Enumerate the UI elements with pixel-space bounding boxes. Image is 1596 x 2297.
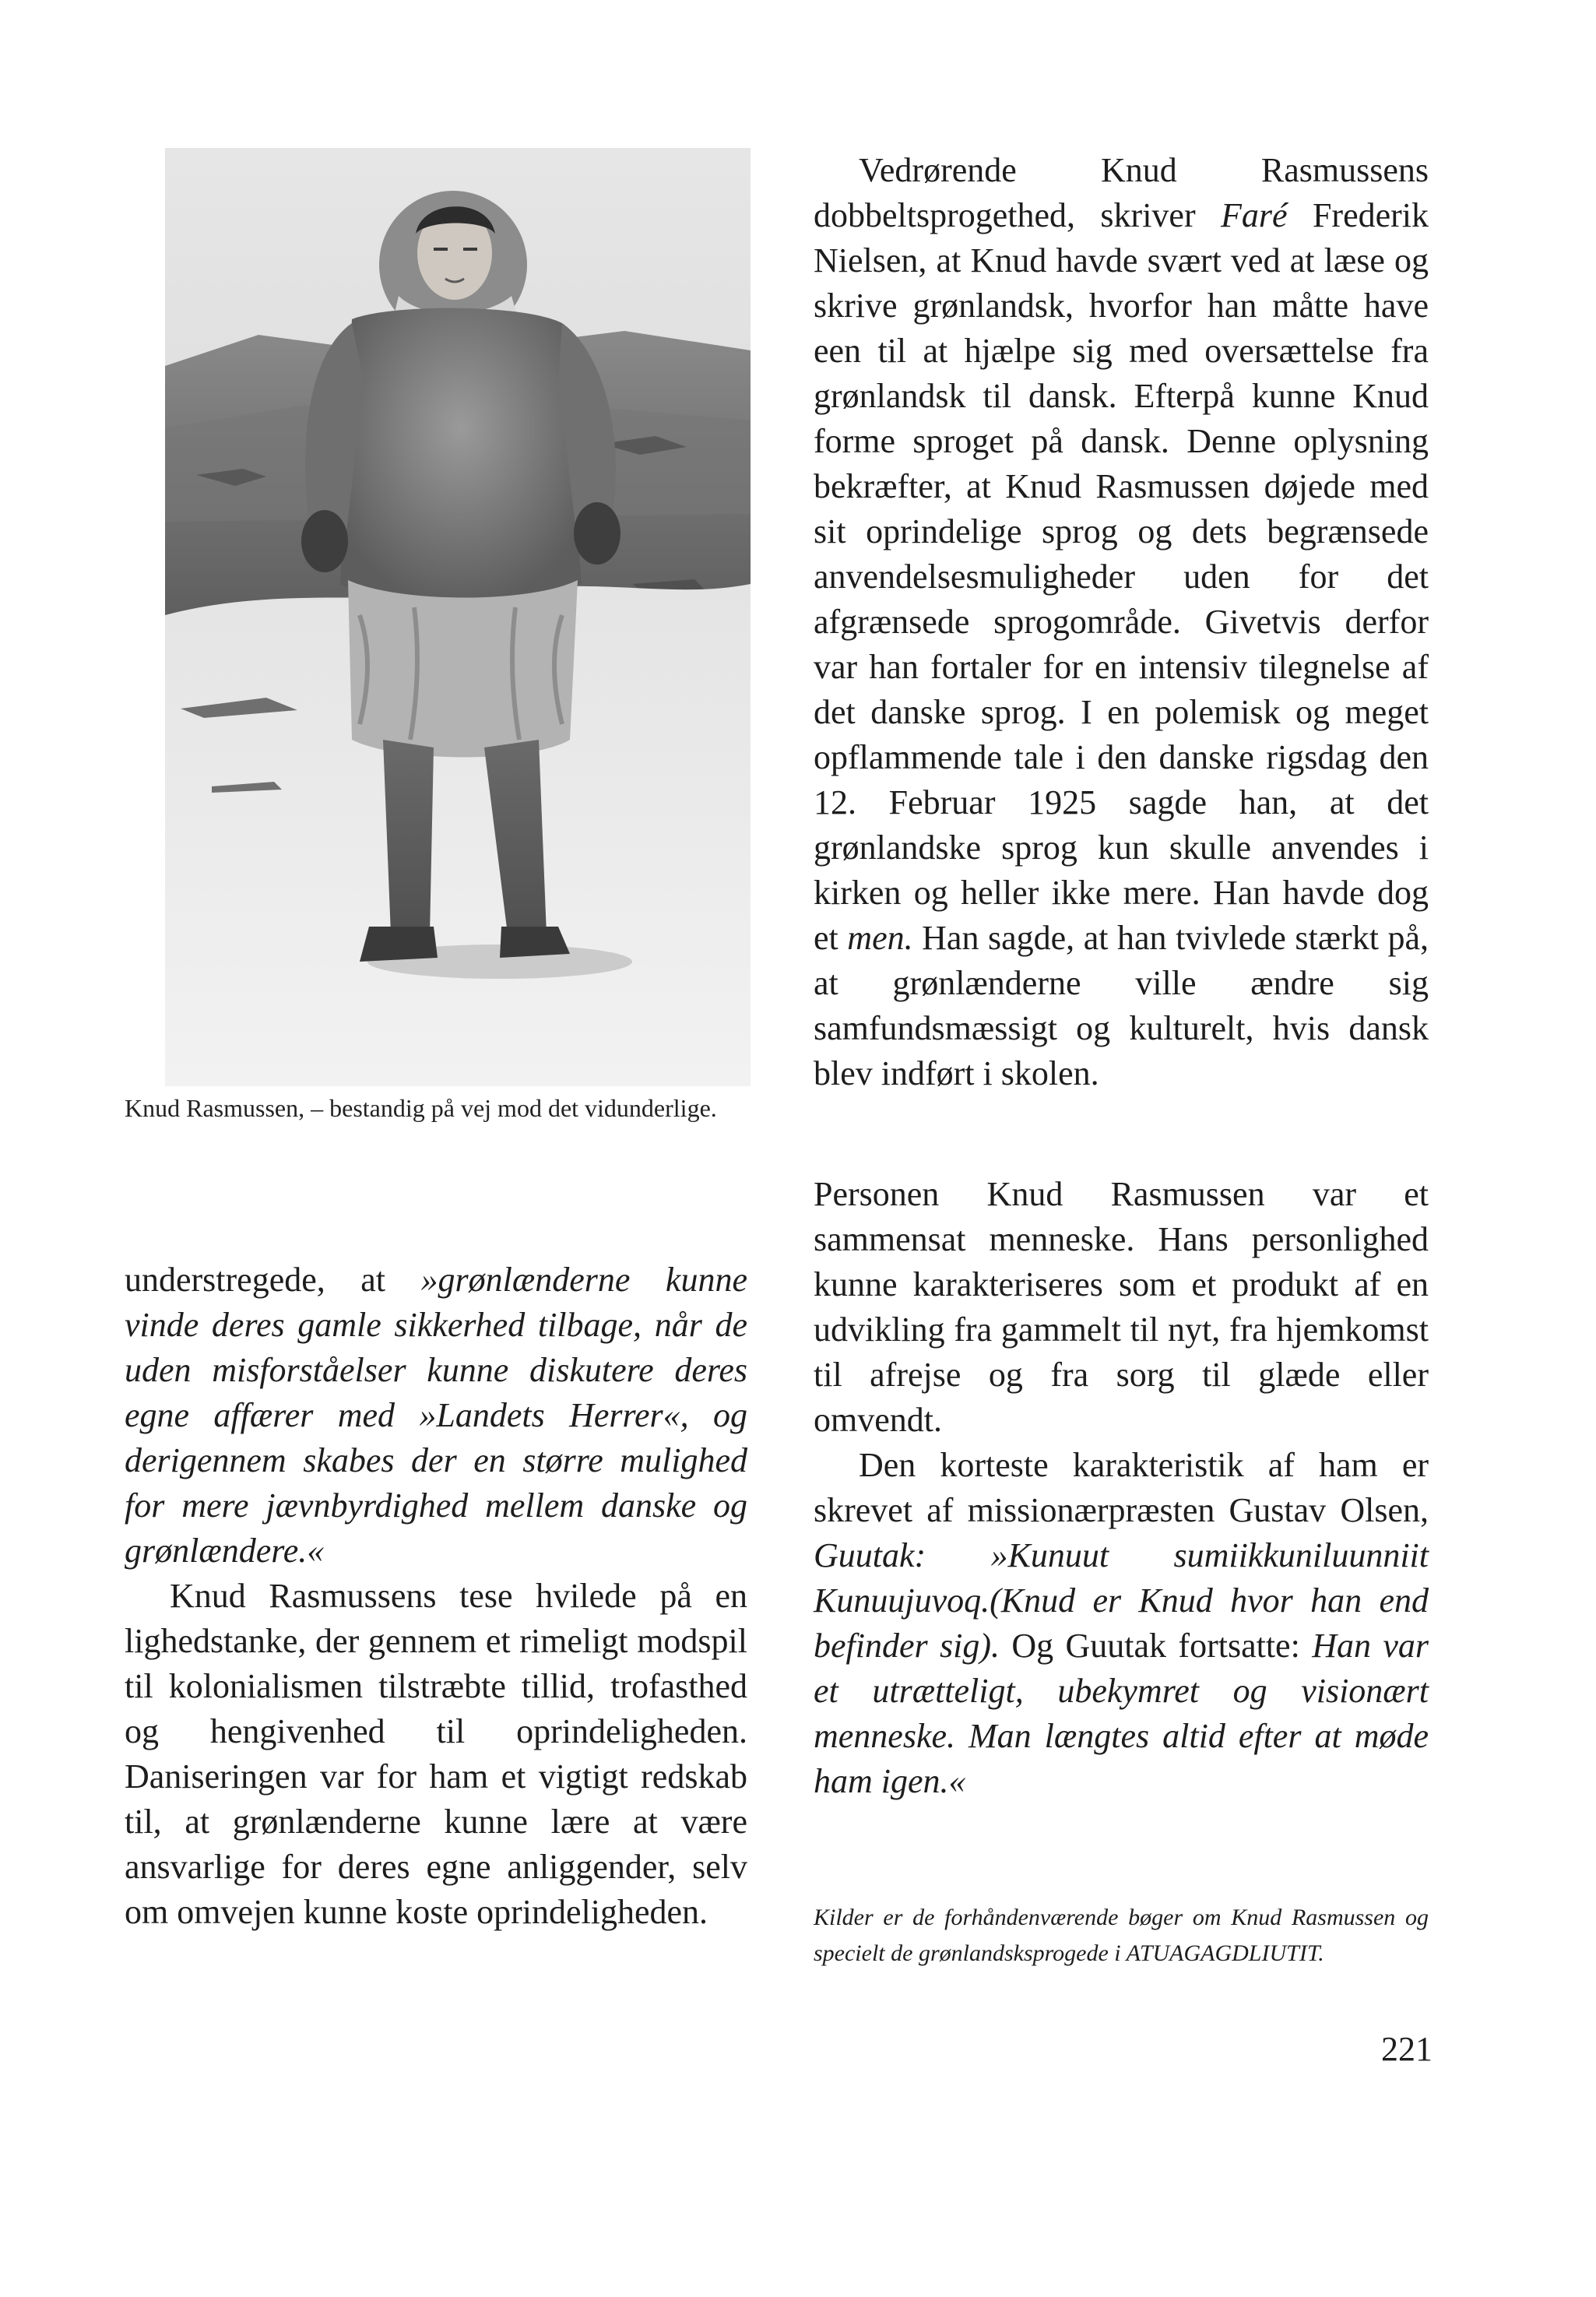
left-column-text — [125, 1258, 747, 1935]
right-column-text-top — [814, 148, 1429, 1096]
page-number: 221 — [1381, 2030, 1433, 2068]
photo-caption: Knud Rasmussen, – bestandig på vej mod det vidunderlige. — [125, 1094, 717, 1122]
paragraph-text: Den korteste karakteristik af ham er skrevet af missionærpræsten Gustav Olsen, — [814, 1446, 1429, 1529]
paragraph-text: understregede, at — [125, 1261, 421, 1299]
right-column-text-bottom — [814, 1172, 1429, 1804]
paragraph-text: Vedrørende Knud Rasmussens dobbeltsprogethed, skriver — [814, 151, 1429, 234]
right-paragraph-1 — [814, 148, 1429, 1096]
left-paragraph-2: Knud Rasmussens tese hvilede på en lighedstanke, der gennem et rimeligt modspil til kolonialismen tilstræbte tillid, trofasthed og hengivenhed til oprindeligheden. Daniseringen var for ham et vigtigt redskab til, at grønlænderne kunne lære at være ansvarlige for deres egne anliggender, selv om omvejen kunne koste oprindeligheden. — [125, 1577, 747, 1931]
sources-note: Kilder er de forhåndenværende bøger om Knud Rasmussen og specielt de grønlandsksprogede i ATUAGAGDLIUTIT. — [814, 1905, 1429, 1966]
italic-quote: Han var et utrætteligt, ubekymret og visionært menneske. Man længtes altid efter at møde ham igen.« — [814, 1627, 1429, 1800]
italic-word: men. — [847, 919, 913, 957]
italic-quote: Guutak: »Kunuut sumiikkuniluunniit Kunuujuvoq.(Knud er Knud hvor han end befinder sig). — [814, 1536, 1429, 1665]
paragraph-text: Han sagde, at han tvivlede stærkt på, at grønlænderne ville ændre sig samfundsmæssigt og kulturelt, hvis dansk blev indført i skolen. — [814, 919, 1429, 1092]
italic-quote: »grønlænderne kunne vinde deres gamle sikkerhed tilbage, når de uden misforståelser kunne diskutere deres egne affærer med »Landets Herrer«, og derigennem skabes der en større mulighed for mere jævnbyrdighed mellem danske og grønlændere.« — [125, 1261, 747, 1570]
photo-knud-rasmussen — [165, 148, 751, 1086]
left-paragraph-1 — [125, 1258, 747, 1574]
right-paragraph-2: Personen Knud Rasmussen var et sammensat menneske. Hans personlighed kunne karakteriseres som et produkt af en udvikling fra gammelt til nyt, fra hjemkomst til afrejse og fra sorg til glæde eller omvendt. — [814, 1175, 1429, 1439]
photo-illustration — [165, 148, 751, 1086]
paragraph-text: Frederik Nielsen, at Knud havde svært ved at læse og skrive grønlandsk, hvorfor han måtte have een til at hjælpe sig med oversættelse fra grønlandsk til dansk. Efterpå kunne Knud forme sproget på dansk. Denne oplysning bekræfter, at Knud Rasmussen døjede med sit oprindelige sprog og dets begrænsede anvendelsesmuligheder uden for det afgrænsede sprogområde. Givetvis derfor var han fortaler for en intensiv tilegnelse af det danske sprog. I en polemisk og meget opflammende tale i den danske rigsdag den 12. Februar 1925 sagde han, at det grønlandske sprog kun skulle anvendes i kirken og heller ikke mere. Han havde dog et — [814, 196, 1429, 957]
italic-name: Faré — [1221, 196, 1288, 234]
right-paragraph-3 — [814, 1443, 1429, 1804]
paragraph-text: Og Guutak fortsatte: — [1000, 1627, 1313, 1665]
